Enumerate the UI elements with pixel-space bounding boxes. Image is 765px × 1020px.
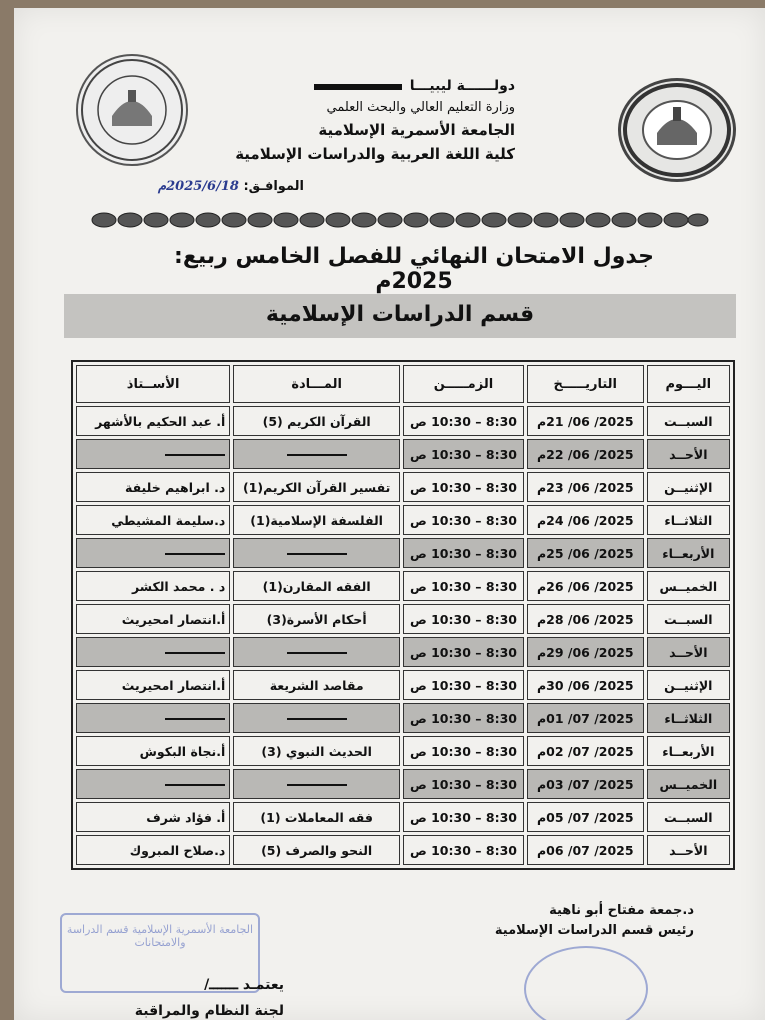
university-name: الجامعة الأسمرية الإسلامية [318,121,515,139]
empty-dash [165,454,225,456]
empty-dash [165,553,225,555]
time-cell: 8:30 – 10:30 ص [403,769,524,799]
date-value: 2025/6/18م [158,179,239,194]
date-cell: 2025/ 07/ 03م [527,769,644,799]
table-row [76,538,730,568]
table-row [76,604,730,634]
table-row [76,670,730,700]
date-cell: 2025/ 06/ 30م [527,670,644,700]
head-role: رئيس قسم الدراسات الإسلامية [494,923,694,938]
time-cell: 8:30 – 10:30 ص [403,604,524,634]
country-name: دولــــــة ليبيـــا [409,78,515,94]
day-cell: السبــت [647,406,730,436]
subject-cell: تفسير القرآن الكريم(1) [233,472,400,502]
professor-cell: د . محمد الكشر [76,571,230,601]
document-page [14,8,765,1020]
table-row [76,703,730,733]
day-cell: الخميــس [647,571,730,601]
subject-cell: القرآن الكريم (5) [233,406,400,436]
table-row [76,802,730,832]
time-cell: 8:30 – 10:30 ص [403,802,524,832]
exam-schedule-table [71,360,735,870]
subject-cell: مقاصد الشريعة [233,670,400,700]
time-cell: 8:30 – 10:30 ص [403,703,524,733]
stamp-text: الجامعة الأسمرية الإسلامية قسم الدراسة والامتحانات [66,923,254,949]
header-time: الزمـــــن [403,365,524,403]
time-cell: 8:30 – 10:30 ص [403,670,524,700]
empty-dash [287,553,347,555]
approval-block [84,972,284,1020]
date-cell: 2025/ 07/ 01م [527,703,644,733]
professor-cell: أ. فؤاد شرف [76,802,230,832]
time-cell: 8:30 – 10:30 ص [403,406,524,436]
day-cell: الإثنيــن [647,472,730,502]
professor-cell: أ.انتصار امحيريث [76,670,230,700]
letterhead [195,78,515,163]
header-subject: المـــادة [233,365,400,403]
header-date: التاريـــــخ [527,365,644,403]
date-cell: 2025/ 06/ 22م [527,439,644,469]
date-cell: 2025/ 07/ 02م [527,736,644,766]
approval-label: يعتمـد ـــــــ/ [204,977,284,993]
empty-dash [287,454,347,456]
table-row [76,769,730,799]
empty-dash [165,718,225,720]
time-cell: 8:30 – 10:30 ص [403,835,524,865]
subject-cell: أحكام الأسرة(3) [233,604,400,634]
university-logo [618,78,736,182]
date-cell: 2025/ 06/ 21م [527,406,644,436]
day-cell: الخميــس [647,769,730,799]
department-banner [64,294,736,338]
professor-cell: أ.انتصار امحيريث [76,604,230,634]
subject-cell: الحديث النبوي (3) [233,736,400,766]
table-row [76,571,730,601]
department-head-signature [454,901,694,941]
date-label: الموافـق: [243,179,304,194]
subject-cell [233,637,400,667]
empty-dash [287,652,347,654]
time-cell: 8:30 – 10:30 ص [403,505,524,535]
header-professor: الأســتاذ [76,365,230,403]
head-name: د.جمعة مفتاح أبو ناهية [549,903,694,918]
date-cell: 2025/ 06/ 28م [527,604,644,634]
day-cell: الأحــد [647,439,730,469]
time-cell: 8:30 – 10:30 ص [403,571,524,601]
date-cell: 2025/ 06/ 23م [527,472,644,502]
day-cell: الأربعــاء [647,736,730,766]
day-cell: الأربعــاء [647,538,730,568]
day-cell: الثلاثــاء [647,703,730,733]
header-day: اليـــوم [647,365,730,403]
professor-cell [76,637,230,667]
day-cell: السبــت [647,802,730,832]
professor-cell [76,538,230,568]
professor-cell [76,703,230,733]
professor-cell: أ.نجاة البكوش [76,736,230,766]
subject-cell [233,703,400,733]
date-cell: 2025/ 06/ 24م [527,505,644,535]
table-row [76,736,730,766]
department-round-stamp [524,946,648,1020]
time-cell: 8:30 – 10:30 ص [403,439,524,469]
time-cell: 8:30 – 10:30 ص [403,736,524,766]
day-cell: الأحــد [647,835,730,865]
time-cell: 8:30 – 10:30 ص [403,472,524,502]
university-logo-graphic [621,81,733,179]
day-cell: الثلاثــاء [647,505,730,535]
professor-cell: د. ابراهيم خليفة [76,472,230,502]
time-cell: 8:30 – 10:30 ص [403,637,524,667]
table-row [76,505,730,535]
table-row [76,406,730,436]
faculty-name: كلية اللغة العربية والدراسات الإسلامية [235,145,515,163]
professor-cell: أ. عبد الحكيم بالأشهر [76,406,230,436]
date-cell: 2025/ 06/ 25م [527,538,644,568]
empty-dash [287,784,347,786]
table-row [76,472,730,502]
date-cell: 2025/ 06/ 29م [527,637,644,667]
professor-cell [76,439,230,469]
subject-cell [233,538,400,568]
subject-cell: النحو والصرف (5) [233,835,400,865]
approval-committee: لجنة النظام والمراقبة [134,1003,284,1019]
date-cell: 2025/ 07/ 06م [527,835,644,865]
table-row [76,637,730,667]
faculty-seal-logo [76,54,188,166]
professor-cell [76,769,230,799]
ministry-name: وزارة التعليم العالي والبحث العلمي [326,100,515,115]
day-cell: السبــت [647,604,730,634]
date-cell: 2025/ 07/ 05م [527,802,644,832]
subject-cell: الفقه المقارن(1) [233,571,400,601]
empty-dash [287,718,347,720]
table-header-row [76,365,730,403]
subject-cell [233,769,400,799]
empty-dash [165,652,225,654]
empty-dash [165,784,225,786]
subject-cell [233,439,400,469]
table-body [76,406,730,865]
date-line [94,179,304,194]
date-cell: 2025/ 06/ 26م [527,571,644,601]
department-name: قسم الدراسات الإسلامية [265,302,535,327]
subject-cell: الفلسفة الإسلامية(1) [233,505,400,535]
subject-cell: فقه المعاملات (1) [233,802,400,832]
day-cell: الإثنيــن [647,670,730,700]
professor-cell: د.سليمة المشيطي [76,505,230,535]
table-row [76,835,730,865]
professor-cell: د.صلاح المبروك [76,835,230,865]
seal-graphic [78,56,186,164]
decorative-divider [90,209,710,231]
exam-schedule-title: جدول الامتحان النهائي للفصل الخامس ربيع: 2025م [174,244,654,294]
table-row [76,439,730,469]
time-cell: 8:30 – 10:30 ص [403,538,524,568]
day-cell: الأحــد [647,637,730,667]
